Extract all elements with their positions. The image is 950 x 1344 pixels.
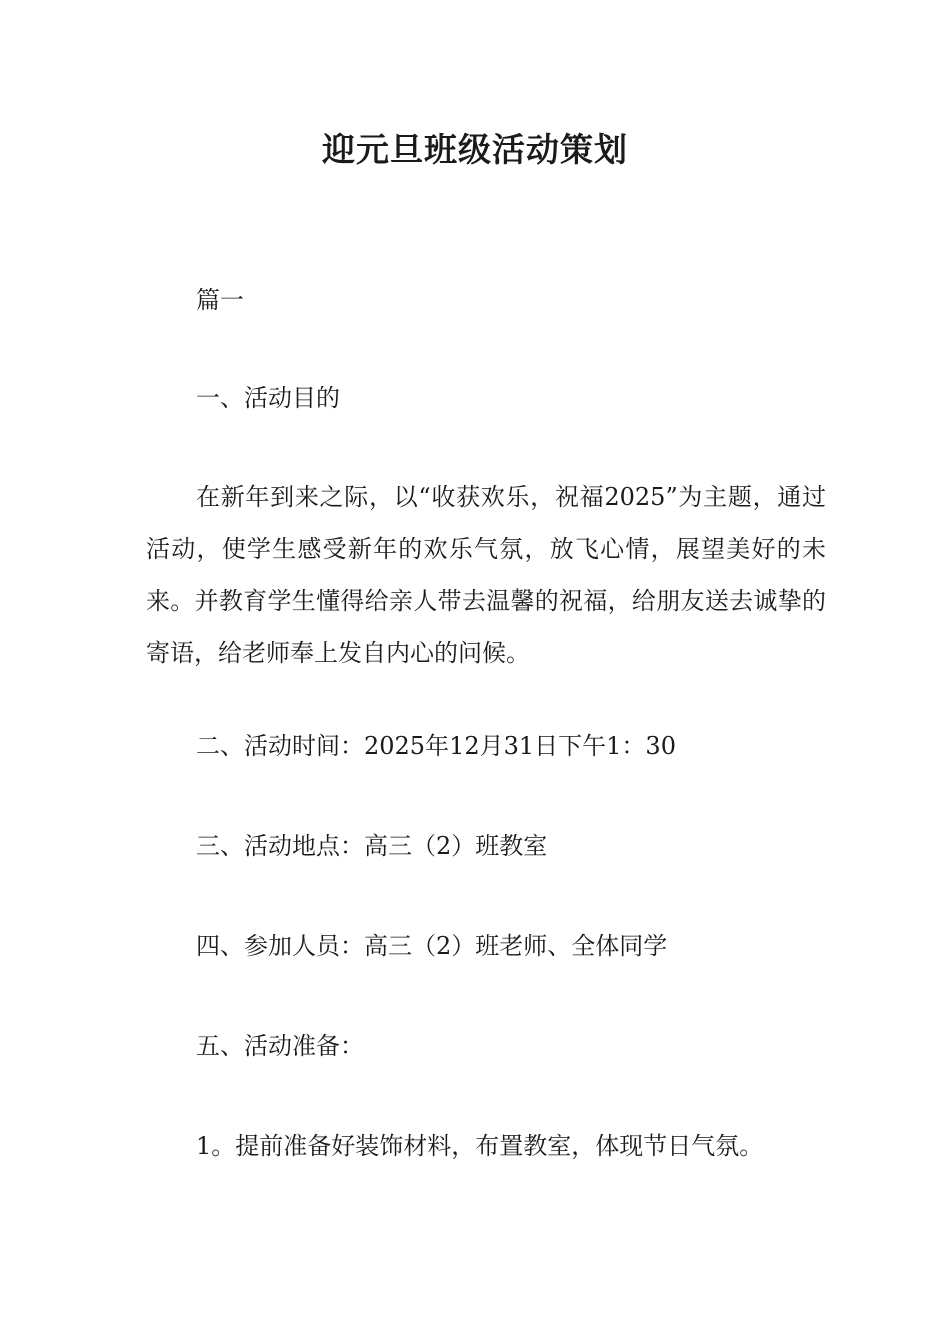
preparation-item-1: 1。提前准备好装饰材料，布置教室，体现节日气氛。 <box>196 1132 764 1160</box>
section-participants: 四、参加人员：高三（2）班老师、全体同学 <box>196 932 668 960</box>
section-heading-preparation: 五、活动准备： <box>196 1032 364 1060</box>
section-heading-purpose: 一、活动目的 <box>196 384 340 412</box>
document-title: 迎元旦班级活动策划 <box>322 130 628 169</box>
part-label: 篇一 <box>196 286 244 314</box>
section-body-purpose: 在新年到来之际，以“收获欢乐，祝福2025”为主题，通过活动，使学生感受新年的欢乐气氛，放飞心情，展望美好的未来。并教育学生懂得给亲人带去温馨的祝福，给朋友送去诚挚的寄语，给老师奉上发自内心的问候。 <box>146 483 826 667</box>
section-activity-time: 二、活动时间：2025年12月31日下午1：30 <box>196 732 676 760</box>
section-activity-location: 三、活动地点：高三（2）班教室 <box>196 832 548 860</box>
